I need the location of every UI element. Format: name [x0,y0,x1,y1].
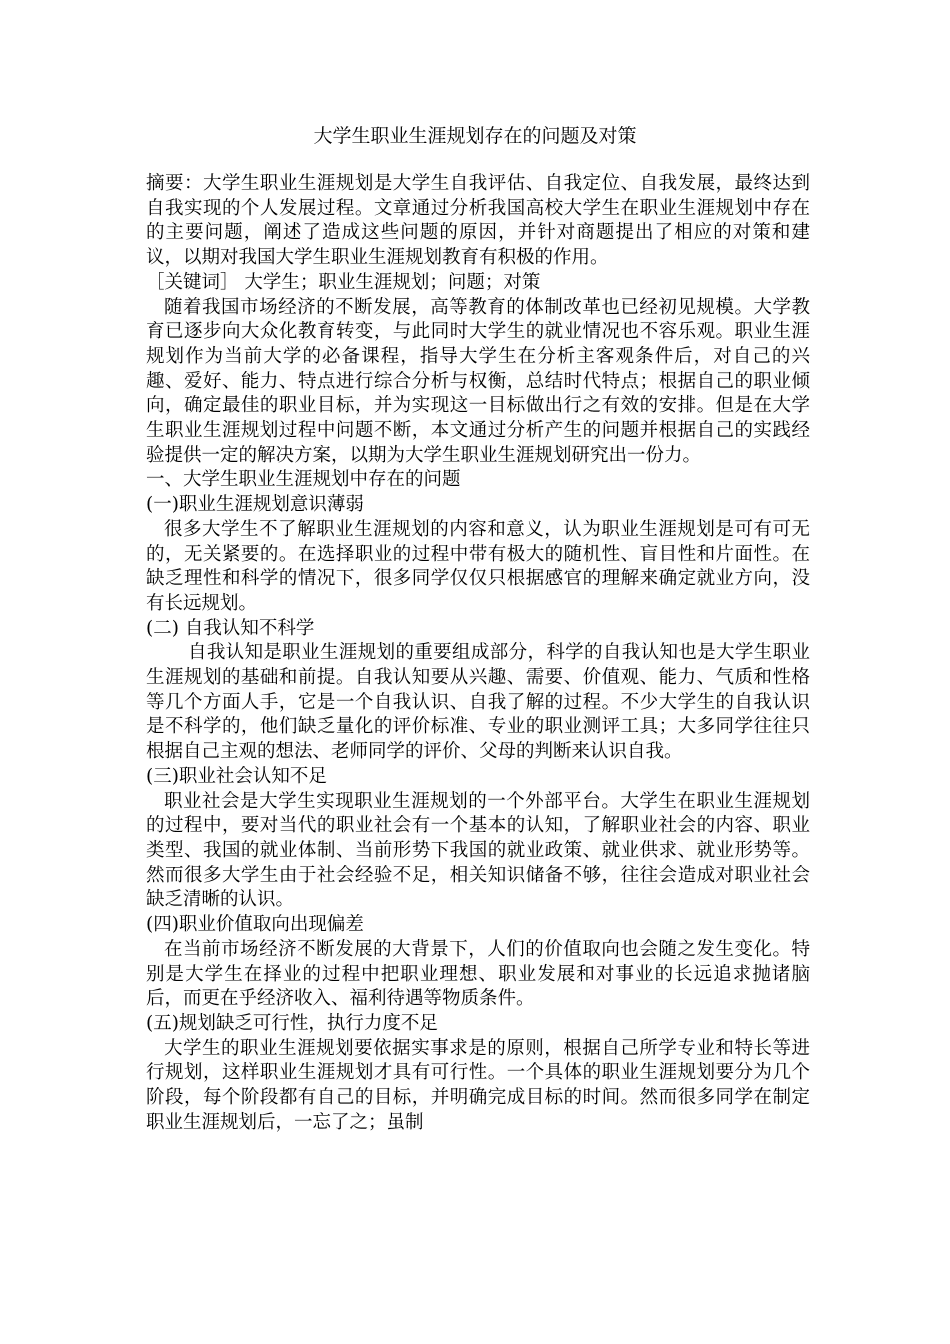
subsection-paragraph-5: 大学生的职业生涯规划要依据实事求是的原则，根据自己所学专业和特长等进行规划，这样职业生涯规划才具有可行性。一个具体的职业生涯规划要分为几个阶段，每个阶段都有自己的目标，并明确完成目标的时间。然而很多同学在制定职业生涯规划后，一忘了之；虽制 [146,1037,810,1133]
keywords-line: ［关键词］ 大学生；职业生涯规划；问题；对策 [146,271,541,293]
subsection-paragraph-4: 在当前市场经济不断发展的大背景下，人们的价值取向也会随之发生变化。特别是大学生在择业的过程中把职业理想、职业发展和对事业的长远追求抛诸脑后，而更在乎经济收入、福利待遇等物质条件。 [146,938,810,1010]
abstract-paragraph: 摘要：大学生职业生涯规划是大学生自我评估、自我定位、自我发展，最终达到自我实现的个人发展过程。文章通过分析我国高校大学生在职业生涯规划中存在的主要问题，阐述了造成这些问题的原因，并针对商题提出了相应的对策和建议，以期对我国大学生职业生涯规划教育有积极的作用。 [146,173,810,269]
subsection-heading-2: (二) 自我认知不科学 [146,617,315,639]
subsection-paragraph-1: 很多大学生不了解职业生涯规划的内容和意义，认为职业生涯规划是可有可无的，无关紧要的。在选择职业的过程中带有极大的随机性、盲目性和片面性。在缺乏理性和科学的情况下，很多同学仅仅只根据感官的理解来确定就业方向，没有长远规划。 [146,518,810,614]
subsection-paragraph-3: 职业社会是大学生实现职业生涯规划的一个外部平台。大学生在职业生涯规划的过程中，要对当代的职业社会有一个基本的认知，了解职业社会的内容、职业类型、我国的就业体制、当前形势下我国的就业政策、就业供求、就业形势等。然而很多大学生由于社会经验不足，相关知识储备不够，往往会造成对职业社会缺乏清晰的认识。 [146,790,810,911]
subsection-heading-3: (三)职业社会认知不足 [146,765,327,787]
subsection-heading-1: (一)职业生涯规划意识薄弱 [146,494,364,516]
subsection-paragraph-2: 自我认知是职业生涯规划的重要组成部分，科学的自我认知也是大学生职业生涯规划的基础和前提。自我认知要从兴趣、需要、价值观、能力、气质和性格等几个方面人手，它是一个自我认识、自我了解的过程。不少大学生的自我认识是不科学的，他们缺乏量化的评价标准、专业的职业测评工具；大多同学往往只根据自己主观的想法、老师同学的评价、父母的判断来认识自我。 [146,642,810,763]
document-body [146,172,810,1135]
section-heading-1: 一、大学生职业生涯规划中存在的问题 [146,469,461,491]
subsection-heading-4: (四)职业价值取向出现偏差 [146,914,364,936]
intro-paragraph: 随着我国市场经济的不断发展，高等教育的体制改革也已经初见规模。大学教育已逐步向大众化教育转变，与此同时大学生的就业情况也不容乐观。职业生涯规划作为当前大学的必备课程，指导大学生在分析主客观条件后，对自己的兴趣、爱好、能力、特点进行综合分析与权衡，总结时代特点；根据自己的职业倾向，确定最佳的职业目标，并为实现这一目标做出行之有效的安排。但是在大学生职业生涯规划过程中问题不断，本文通过分析产生的问题并根据自己的实践经验提供一定的解决方案，以期为大学生职业生涯规划研究出一份力。 [146,296,810,466]
document-title: 大学生职业生涯规划存在的问题及对策 [313,125,637,147]
subsection-heading-5: (五)规划缺乏可行性，执行力度不足 [146,1012,438,1034]
